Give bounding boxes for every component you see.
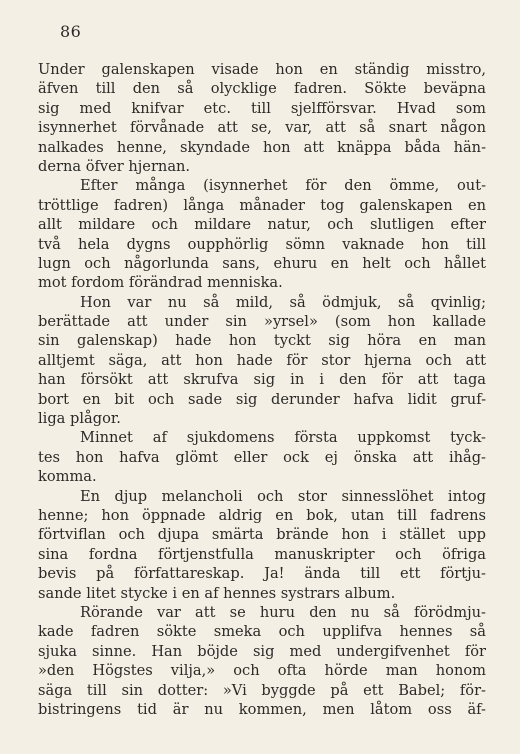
text-line: Under galenskapen visade hon en ständig misstro, bbox=[38, 61, 486, 78]
text-line: sin galenskap) hade hon tyckt sig höra en man bbox=[38, 332, 486, 350]
text-line: sande litet stycke i en af hennes systrars album. bbox=[38, 584, 396, 602]
text-line: lugn och någorlunda sans, ehuru en helt och hållet bbox=[38, 254, 486, 272]
text-line: derna öfver hjernan. bbox=[38, 157, 191, 175]
text-line: allt mildare och mildare natur, och slutligen efter bbox=[38, 216, 486, 234]
text-line: Hon var nu så mild, så ödmjuk, så qvinlig; bbox=[80, 293, 486, 311]
text-line: Efter många (isynnerhet för den ömme, out- bbox=[80, 177, 486, 195]
text-line: komma. bbox=[38, 468, 97, 486]
text-line: bevis på författareskap. Ja! ända till ett förtju- bbox=[38, 565, 486, 583]
text-line: sig med knifvar etc. till sjelfförsvar. Hvad som bbox=[38, 99, 486, 117]
text-line: En djup melancholi och stor sinnesslöhet intog bbox=[80, 487, 486, 505]
text-line: nalkades henne, skyndade hon att knäppa båda hän- bbox=[38, 138, 486, 156]
body-text bbox=[38, 60, 486, 719]
text-line: äfven till den så olycklige fadren. Sökte beväpna bbox=[38, 80, 486, 98]
text-line: Rörande var att se huru den nu så förödmju- bbox=[80, 603, 486, 621]
text-line: han försökt att skrufva sig in i den för att taga bbox=[38, 371, 486, 389]
text-line: sina fordna förtjenstfulla manuskripter och öfriga bbox=[38, 545, 486, 563]
text-line: förtviflan och djupa smärta brände hon i stället upp bbox=[38, 526, 486, 544]
text-line: tröttlige fadren) långa månader tog galenskapen en bbox=[38, 196, 486, 214]
text-line: mot fordom förändrad menniska. bbox=[38, 274, 283, 292]
text-line: berättade att under sin »yrsel» (som hon kallade bbox=[38, 313, 486, 331]
text-line: henne; hon öppnade aldrig en bok, utan till fadrens bbox=[38, 506, 486, 524]
text-line: två hela dygns oupphörlig sömn vaknade hon till bbox=[38, 235, 486, 253]
text-line: isynnerhet förvånade att se, var, att så snart någon bbox=[38, 119, 486, 137]
text-line: kade fadren sökte smeka och upplifva hennes så bbox=[38, 623, 486, 641]
text-line: bistringens tid är nu kommen, men låtom oss äf- bbox=[38, 700, 486, 718]
text-line: alltjemt säga, att hon hade för stor hjerna och att bbox=[38, 351, 486, 369]
text-line: »den Högstes vilja,» och ofta hörde man honom bbox=[38, 662, 486, 680]
page-number: 86 bbox=[60, 22, 82, 41]
text-line: Minnet af sjukdomens första uppkomst tyck- bbox=[80, 429, 486, 447]
text-line: säga till sin dotter: »Vi byggde på ett Babel; för- bbox=[38, 681, 486, 699]
text-line: liga plågor. bbox=[38, 410, 121, 428]
text-line: tes hon hafva glömt eller ock ej önska att ihåg- bbox=[38, 448, 486, 466]
text-line: bort en bit och sade sig derunder hafva lidit gruf- bbox=[38, 390, 486, 408]
text-line: sjuka sinne. Han böjde sig med undergifvenhet för bbox=[38, 642, 486, 660]
